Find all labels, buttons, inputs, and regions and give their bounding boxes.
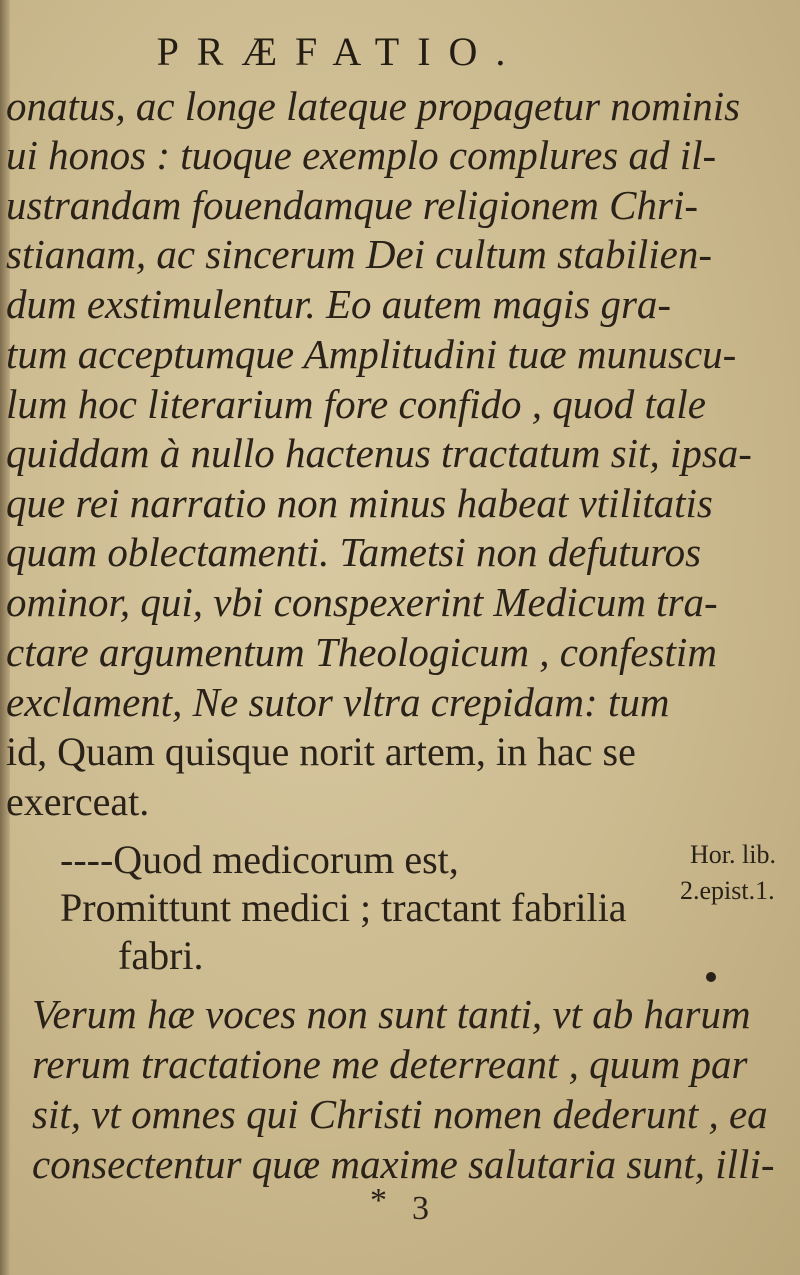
quote-line-3: fabri. xyxy=(118,933,204,978)
text-line-3: ustrandam fouendamque religionem Chri- xyxy=(6,182,699,228)
quote-line-2: Promittunt medici ; tractant fabrilia xyxy=(60,885,627,930)
quote-line-1: ----Quod medicorum est, xyxy=(60,837,459,882)
margin-note-line-2: 2.epist.1. xyxy=(680,876,775,905)
text-line-14: id, Quam quisque norit artem, in hac se xyxy=(6,729,636,774)
ink-dot xyxy=(706,972,716,982)
text-line-15: exerceat. xyxy=(6,779,150,824)
margin-note-line-1: Hor. lib. xyxy=(690,840,776,869)
text-line-20: rerum tractatione me deterreant , quum par xyxy=(32,1041,748,1087)
text-line-12: ctare argumentum Theologicum , confestim xyxy=(6,629,717,675)
text-line-22: consectentur quæ maxime salutaria sunt, illi- xyxy=(32,1141,775,1187)
text-line-9: que rei narratio non minus habeat vtilitatis xyxy=(6,480,713,526)
text-line-19: Verum hæ voces non sunt tanti, vt ab harum xyxy=(32,991,751,1037)
signature-mark-number: 3 xyxy=(412,1190,429,1227)
signature-mark-asterisk: * xyxy=(370,1182,387,1219)
text-line-4: stianam, ac sincerum Dei cultum stabilien- xyxy=(6,231,713,277)
text-line-13: exclament, Ne sutor vltra crepidam: tum xyxy=(6,679,670,725)
text-line-6: tum acceptumque Amplitudini tuæ munuscu- xyxy=(6,331,737,377)
text-line-1: onatus, ac longe lateque propagetur nominis xyxy=(6,83,741,129)
running-head: PRÆFATIO. xyxy=(156,29,524,74)
text-line-5: dum exstimulentur. Eo autem magis gra- xyxy=(6,281,672,327)
text-line-8: quiddam à nullo hactenus tractatum sit, ipsa- xyxy=(6,430,752,476)
text-line-21: sit, vt omnes qui Christi nomen dederunt , ea xyxy=(32,1091,768,1137)
text-line-11: ominor, qui, vbi conspexerint Medicum tra- xyxy=(6,579,718,625)
text-line-7: lum hoc literarium fore confido , quod tale xyxy=(6,381,706,427)
text-line-10: quam oblectamenti. Tametsi non defuturos xyxy=(6,529,702,575)
text-line-2: ui honos : tuoque exemplo complures ad il- xyxy=(6,132,717,178)
